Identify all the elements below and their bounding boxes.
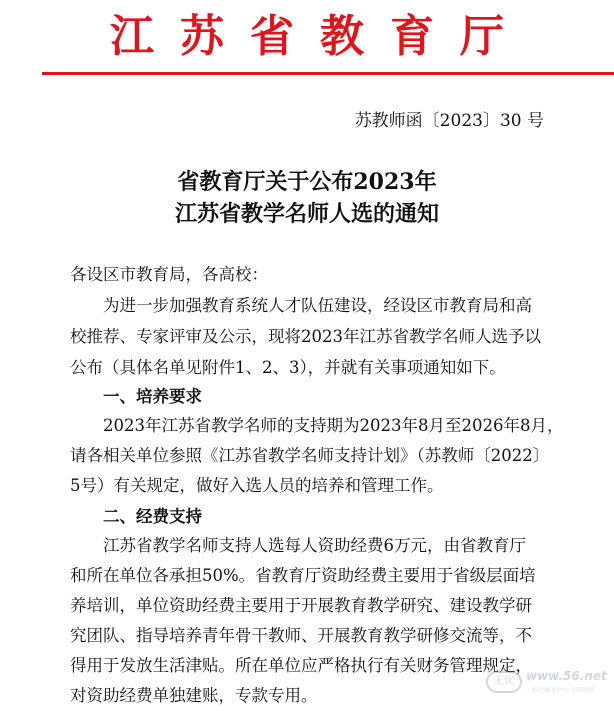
section-2-line-5: 得用于发放生活津贴。所在单位应严格执行有关财务管理规定， [70,656,532,675]
section-2-line-4: 究团队、指导培养青年骨干教师、开展教育教学研修交流等，不 [70,626,532,645]
letterhead-red-rule [42,72,614,75]
section-1-heading: 一、培养要求 [103,387,202,406]
section-2-line-6: 对资助经费单独建账，专款专用。 [70,686,318,705]
document-title-line-2: 江苏省教学名师人选的通知 [174,201,439,227]
intro-line-3: 公布（具体名单见附件1、2、3），并就有关事项通知如下。 [70,358,506,377]
section-1-line-1: 2023年江苏省教学名师的支持期为2023年8月至2026年8月， [103,416,564,435]
watermark-subtext: 一站式服务平台·全国范围 [526,687,594,694]
section-2-line-2: 和所在单位各承担50%。省教育厅资助经费主要用于省级层面培 [70,566,536,585]
watermark-url: www.56.net [526,669,607,683]
document-title-line-1: 省教育厅关于公布2023年 [177,169,437,195]
section-1-line-2: 请各相关单位参照《江苏省教学名师支持计划》（苏教师〔2022〕 [70,446,550,465]
letterhead-title: 江苏省教育厅 [110,11,530,62]
section-2-line-1: 江苏省教学名师支持人选每人资助经费6万元，由省教育厅 [103,536,526,555]
intro-line-1: 为进一步加强教育系统人才队伍建设，经设区市教育局和高 [103,296,532,315]
salutation: 各设区市教育局，各高校： [70,265,268,284]
intro-line-2: 校推荐、专家评审及公示，现将2023年江苏省教学名师人选予以 [70,327,541,346]
section-2-heading: 二、经费支持 [103,507,202,526]
section-1-line-3: 5号）有关规定，做好入选人员的培养和管理工作。 [70,476,444,495]
section-2-line-3: 养培训，单位资助经费主要用于开展教育教学研究、建设教学研 [70,596,532,615]
watermark-badge: 无忧 [486,671,522,693]
document-number: 苏教师函〔2023〕30 号 [354,111,544,131]
site-watermark [486,667,606,697]
